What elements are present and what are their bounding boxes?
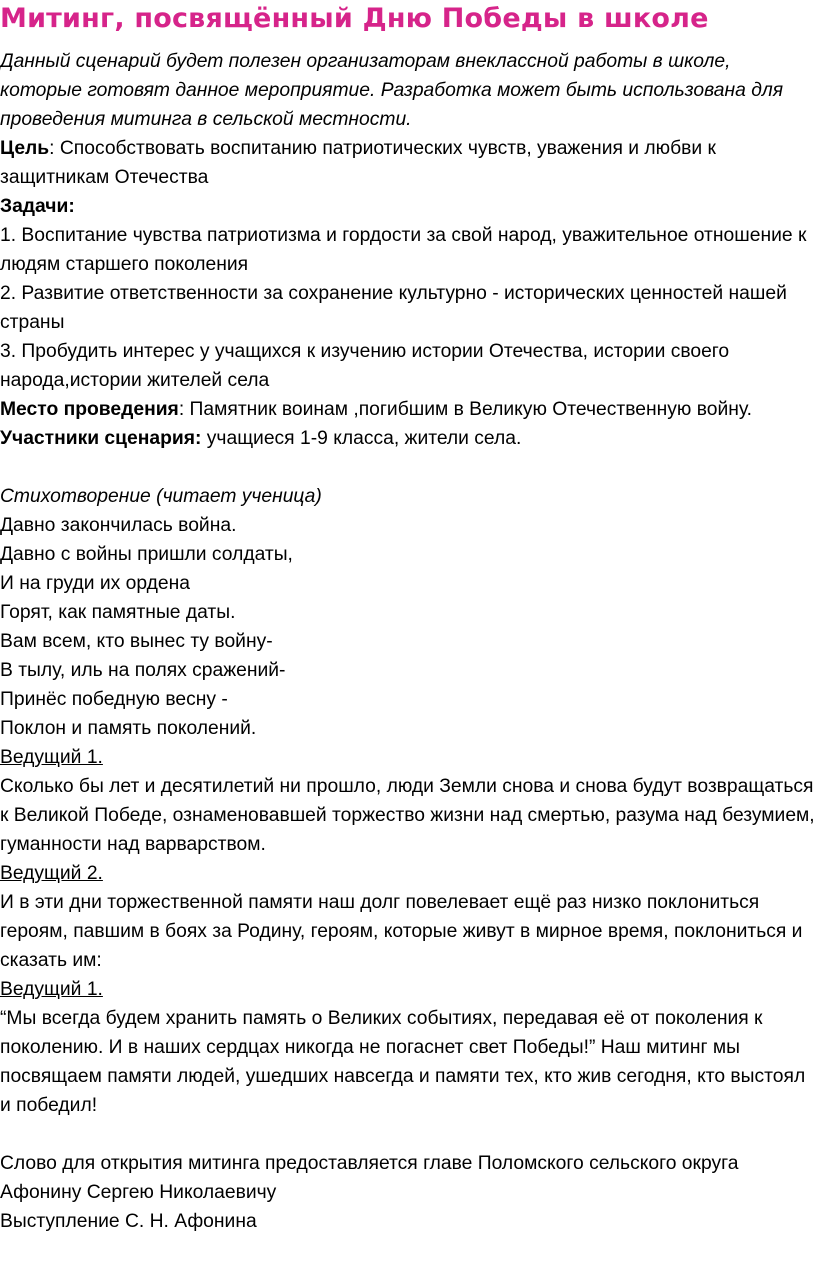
spacer: [0, 1120, 816, 1149]
speaker-name: Ведущий 1.: [0, 747, 103, 768]
place-label: Место проведения: [0, 399, 179, 420]
poem-line: Горят, как памятные даты.: [0, 602, 236, 623]
page-title: Митинг, посвящённый Дню Победы в школе: [0, 3, 709, 34]
speech-text: Сколько бы лет и десятилетий ни прошло, люди Земли снова и снова будут возвращаться к Великой Победе, ознаменовавшей торжество жизни над смертью, разума над безумием, гуманности над варварством.: [0, 776, 815, 855]
closing-paragraph: Слово для открытия митинга предоставляется главе Поломского сельского округа Афонину Сергею Николаевичу: [0, 1153, 739, 1203]
goal-paragraph: [0, 134, 816, 192]
place-paragraph: [0, 395, 816, 424]
poem-line: И на груди их ордена: [0, 573, 190, 594]
task-item: 3. Пробудить интерес у учащихся к изучению истории Отечества, истории своего народа,истории жителей села: [0, 341, 730, 391]
poem-line: Поклон и память поколений.: [0, 718, 257, 739]
task-item: 1. Воспитание чувства патриотизма и гордости за свой народ, уважительное отношение к людям старшего поколения: [0, 225, 807, 275]
participants-text: учащиеся 1-9 класса, жители села.: [201, 428, 522, 449]
speaker-name: Ведущий 2.: [0, 863, 103, 884]
intro-paragraph: Данный сценарий будет полезен организаторам внеклассной работы в школе, которые готовят данное мероприятие. Разработка может быть использована для проведения митинга в сельской местности.: [0, 51, 784, 130]
participants-label: Участники сценария:: [0, 428, 202, 449]
poem-line: Принёс победную весну -: [0, 689, 228, 710]
document-body: [0, 47, 816, 1236]
poem-line: Давно с войны пришли солдаты,: [0, 544, 293, 565]
speech-text: “Мы всегда будем хранить память о Великих событиях, передавая её от поколения к поколению. И в наших сердцах никогда не погаснет свет Победы!” Наш митинг мы посвящаем памяти людей, ушедших навсегда и памяти тех, кто жив сегодня, кто выстоял и победил!: [0, 1008, 806, 1116]
goal-label: Цель: [0, 138, 50, 159]
poem-line: Вам всем, кто вынес ту войну-: [0, 631, 273, 652]
speaker-label: [0, 975, 816, 1004]
place-text: : Памятник воинам ,погибшим в Великую Отечественную войну.: [178, 399, 752, 420]
poem-heading: Стихотворение (читает ученица): [0, 486, 322, 507]
speaker-name: Ведущий 1.: [0, 979, 103, 1000]
tasks-heading: Задачи:: [0, 196, 75, 217]
goal-text: : Способствовать воспитанию патриотических чувств, уважения и любви к защитникам Отечества: [0, 138, 716, 188]
participants-paragraph: [0, 424, 816, 453]
poem-line: В тылу, иль на полях сражений-: [0, 660, 286, 681]
spacer: [0, 453, 816, 482]
speaker-label: [0, 743, 816, 772]
speaker-label: [0, 859, 816, 888]
speech-text: И в эти дни торжественной памяти наш долг повелевает ещё раз низко поклониться героям, павшим в боях за Родину, героям, которые живут в мирное время, поклониться и сказать им:: [0, 892, 803, 971]
task-item: 2. Развитие ответственности за сохранение культурно - исторических ценностей нашей страны: [0, 283, 787, 333]
closing-paragraph: Выступление С. Н. Афонина: [0, 1211, 257, 1232]
poem-line: Давно закончилась война.: [0, 515, 237, 536]
